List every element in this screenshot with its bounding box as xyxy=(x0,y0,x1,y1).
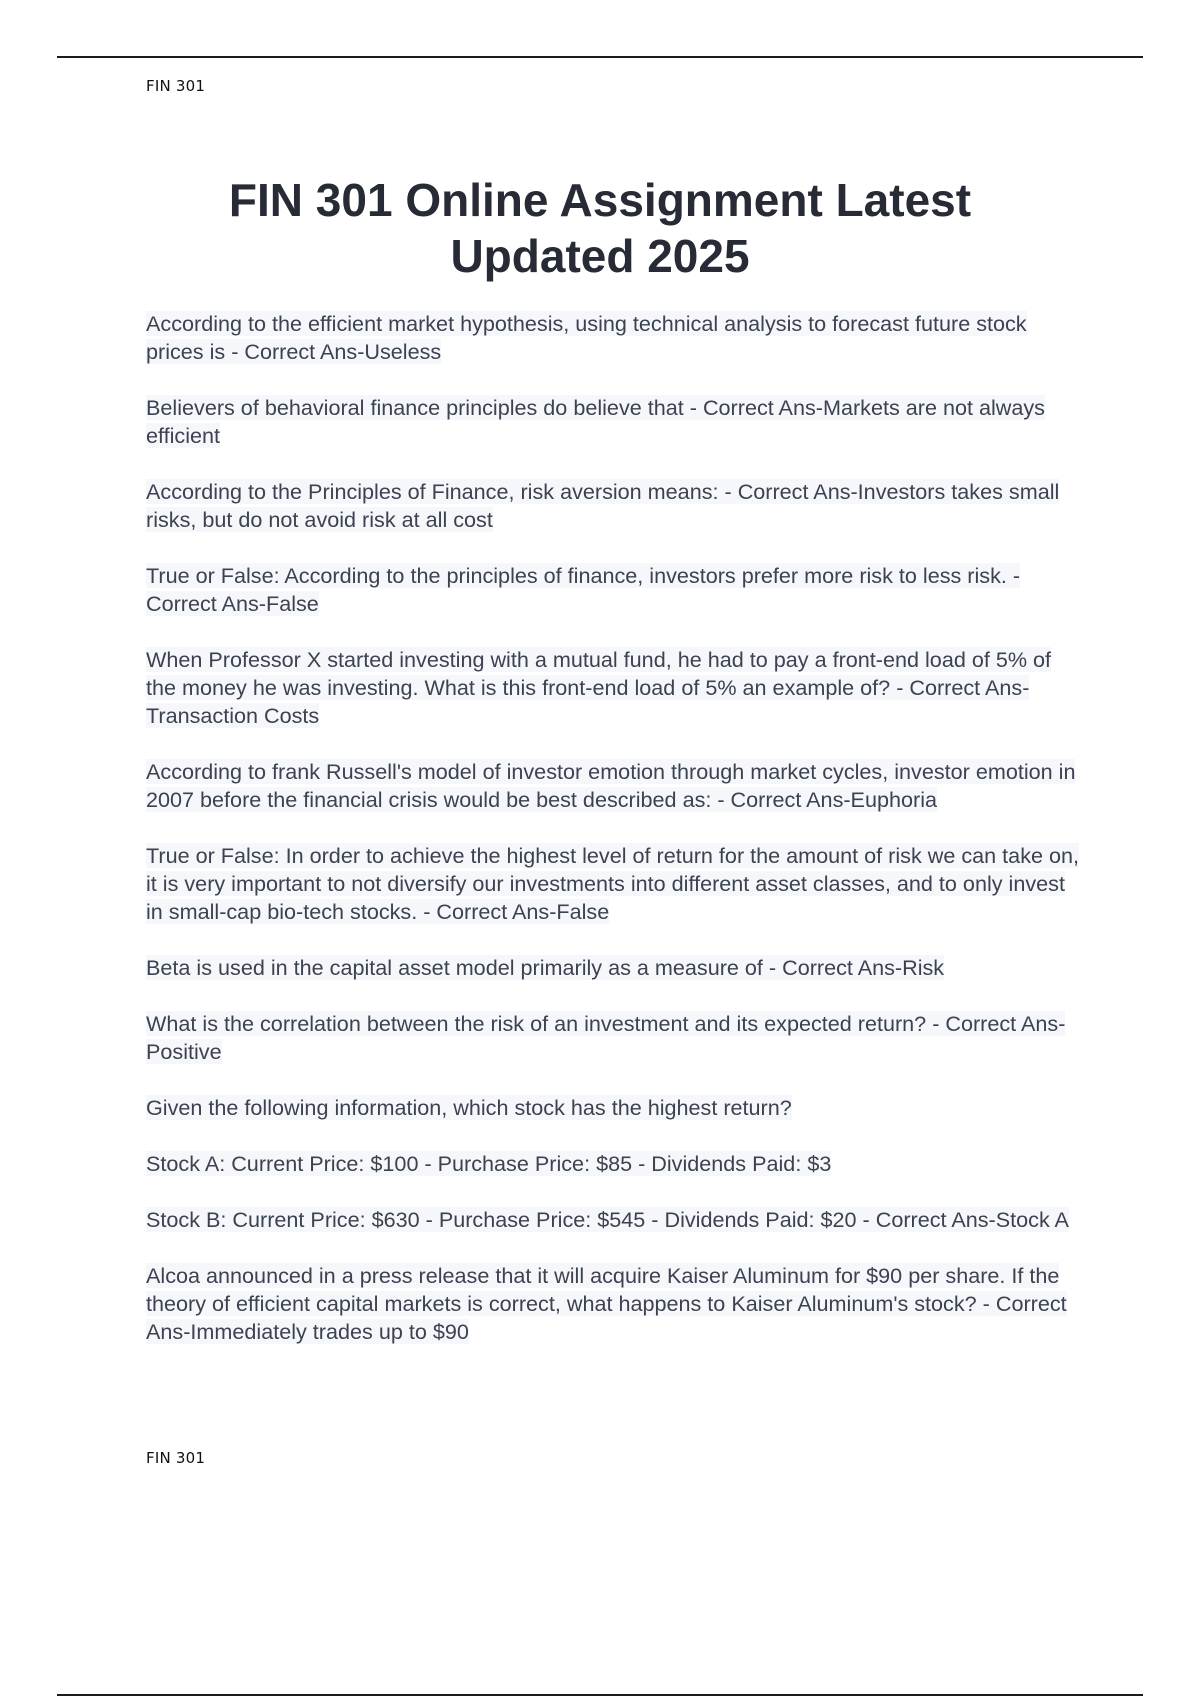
title-line-2: Updated 2025 xyxy=(450,230,750,282)
question-text: Stock B: Current Price: $630 - Purchase Price: $545 - Dividends Paid: $20 - Correct Ans-Stock A xyxy=(146,1207,1069,1232)
question-item xyxy=(146,1010,1086,1066)
question-item xyxy=(146,1150,1086,1178)
question-text: When Professor X started investing with a mutual fund, he had to pay a front-end load of 5% of the money he was investing. What is this front-end load of 5% an example of? - Correct Ans-Transaction Costs xyxy=(146,647,1052,728)
question-item xyxy=(146,842,1086,926)
question-item xyxy=(146,1206,1086,1234)
question-text: True or False: In order to achieve the highest level of return for the amount of risk we can take on, it is very important to not diversify our investments into different asset classes, and to only invest in small-cap bio-tech stocks. - Correct Ans-False xyxy=(146,843,1080,924)
question-item xyxy=(146,646,1086,730)
question-text: Beta is used in the capital asset model primarily as a measure of - Correct Ans-Risk xyxy=(146,955,945,980)
question-item xyxy=(146,478,1086,534)
question-item xyxy=(146,954,1086,982)
header-course-label: FIN 301 xyxy=(146,77,206,95)
question-text: True or False: According to the principles of finance, investors prefer more risk to less risk. - Correct Ans-False xyxy=(146,563,1021,616)
question-item xyxy=(146,562,1086,618)
question-text: What is the correlation between the risk of an investment and its expected return? - Correct Ans-Positive xyxy=(146,1011,1066,1064)
header-rule xyxy=(57,56,1143,58)
question-item xyxy=(146,1094,1086,1122)
question-item xyxy=(146,1262,1086,1346)
question-text: Believers of behavioral finance principles do believe that - Correct Ans-Markets are not always efficient xyxy=(146,395,1045,448)
footer-rule xyxy=(57,1694,1143,1696)
document-title xyxy=(146,172,1054,284)
footer-course-label: FIN 301 xyxy=(146,1449,206,1467)
question-text: Given the following information, which stock has the highest return? xyxy=(146,1095,792,1120)
question-item xyxy=(146,310,1086,366)
title-line-1: FIN 301 Online Assignment Latest xyxy=(228,174,972,226)
question-item xyxy=(146,394,1086,450)
question-text: According to the efficient market hypothesis, using technical analysis to forecast future stock prices is - Correct Ans-Useless xyxy=(146,311,1027,364)
question-text: According to the Principles of Finance, risk aversion means: - Correct Ans-Investors takes small risks, but do not avoid risk at all cost xyxy=(146,479,1060,532)
question-text: According to frank Russell's model of investor emotion through market cycles, investor emotion in 2007 before the financial crisis would be best described as: - Correct Ans-Euphoria xyxy=(146,759,1076,812)
question-item xyxy=(146,758,1086,814)
question-text: Alcoa announced in a press release that it will acquire Kaiser Aluminum for $90 per share. If the theory of efficient capital markets is correct, what happens to Kaiser Aluminum's stock? - Correct Ans-Immediately trades up to $90 xyxy=(146,1263,1067,1344)
question-text: Stock A: Current Price: $100 - Purchase Price: $85 - Dividends Paid: $3 xyxy=(146,1151,832,1176)
question-list xyxy=(146,310,1086,1374)
